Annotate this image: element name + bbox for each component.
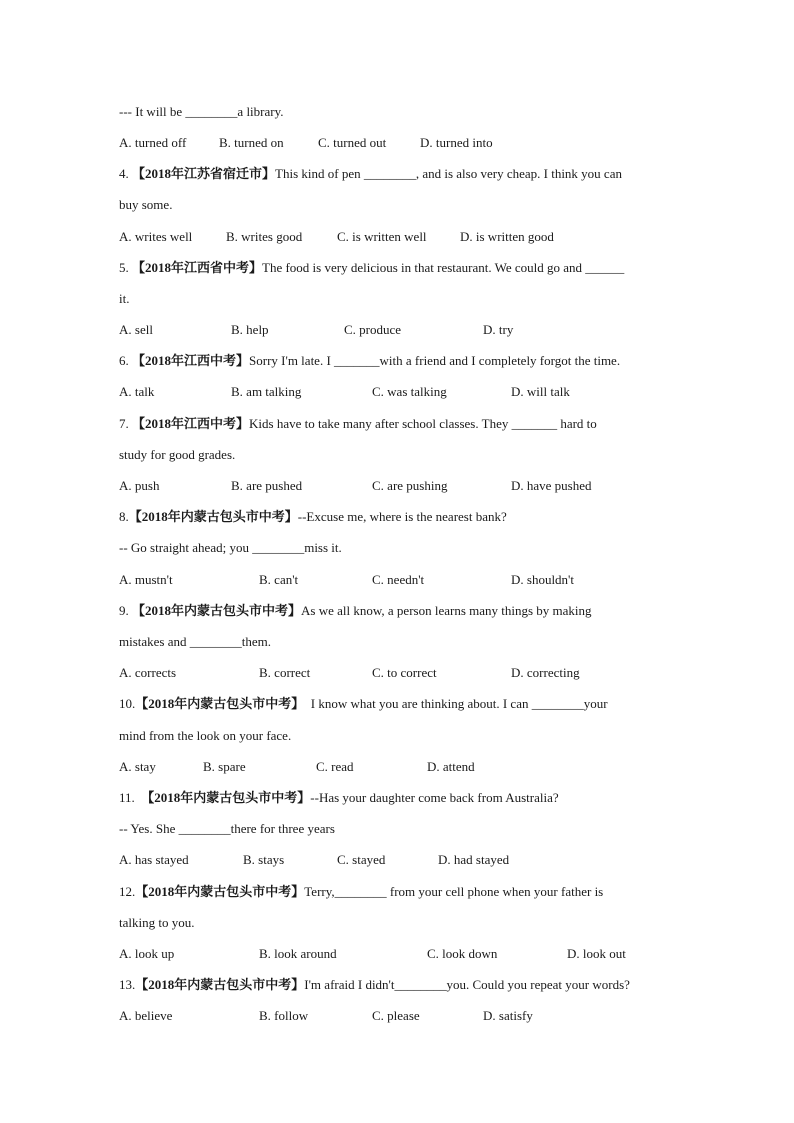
q10-source-tag: 【2018年内蒙古包头市中考】 — [135, 696, 305, 711]
q7-text: Kids have to take many after school classes. They _______ hard to — [249, 416, 597, 431]
q12-source-tag: 【2018年内蒙古包头市中考】 — [135, 884, 305, 899]
q12-stem — [119, 884, 603, 900]
q4-stem — [119, 166, 622, 182]
q6-text: Sorry I'm late. I _______with a friend and I completely forgot the time. — [249, 353, 621, 368]
q7-stem-cont: study for good grades. — [119, 447, 236, 462]
q9-option-d: D. correcting — [511, 665, 580, 680]
q5-option-d: D. try — [483, 322, 514, 337]
q10-number: 10. — [119, 696, 136, 711]
q7-number: 7. — [119, 416, 129, 431]
q12-option-a: A. look up — [119, 946, 175, 961]
q4-source-tag: 【2018年江苏省宿迁市】 — [132, 166, 276, 181]
q5-option-c: C. produce — [344, 322, 402, 337]
q6-number: 6. — [119, 353, 129, 368]
q6-source-tag: 【2018年江西中考】 — [132, 353, 250, 368]
q4-option-c: C. is written well — [337, 229, 427, 244]
q4-option-b: B. writes good — [226, 229, 303, 244]
q8-text: --Excuse me, where is the nearest bank? — [297, 509, 507, 524]
q6-stem — [119, 353, 620, 369]
q7-option-c: C. are pushing — [372, 478, 448, 493]
q10-stem — [119, 696, 608, 712]
q12-text: Terry,________ from your cell phone when your father is — [304, 884, 604, 899]
q13-source-tag: 【2018年内蒙古包头市中考】 — [135, 977, 305, 992]
q11-stem-cont: -- Yes. She ________there for three years — [119, 821, 335, 836]
q10-option-c: C. read — [316, 759, 354, 774]
q5-stem-cont: it. — [119, 291, 130, 306]
q11-stem — [119, 790, 559, 806]
q7-stem — [119, 416, 597, 432]
q12-stem-cont: talking to you. — [119, 915, 195, 930]
q6-option-a: A. talk — [119, 384, 155, 399]
q8-stem — [119, 509, 507, 525]
q9-option-c: C. to correct — [372, 665, 437, 680]
q4-option-d: D. is written good — [460, 229, 554, 244]
q8-option-c: C. needn't — [372, 572, 425, 587]
q5-option-a: A. sell — [119, 322, 153, 337]
q11-text: --Has your daughter come back from Australia? — [310, 790, 559, 805]
q9-number: 9. — [119, 603, 129, 618]
q12-option-d: D. look out — [567, 946, 626, 961]
q3-continuation: --- It will be ________a library. — [119, 104, 284, 119]
q10-option-d: D. attend — [427, 759, 475, 774]
q7-option-a: A. push — [119, 478, 160, 493]
q9-stem — [119, 603, 592, 619]
q9-option-a: A. corrects — [119, 665, 177, 680]
q9-source-tag: 【2018年内蒙古包头市中考】 — [132, 603, 302, 618]
q11-number: 11. — [119, 790, 135, 805]
q8-option-d: D. shouldn't — [511, 572, 575, 587]
q6-option-c: C. was talking — [372, 384, 447, 399]
q11-option-d: D. had stayed — [438, 852, 510, 867]
q11-option-c: C. stayed — [337, 852, 386, 867]
q8-option-a: A. mustn't — [119, 572, 173, 587]
q5-option-b: B. help — [231, 322, 269, 337]
q8-stem-cont: -- Go straight ahead; you ________miss it. — [119, 540, 342, 555]
q10-stem-cont: mind from the look on your face. — [119, 728, 292, 743]
q9-stem-cont: mistakes and ________them. — [119, 634, 272, 649]
q7-source-tag: 【2018年江西中考】 — [132, 416, 250, 431]
q9-text: As we all know, a person learns many things by making — [301, 603, 592, 618]
q8-number: 8. — [119, 509, 129, 524]
q5-stem — [119, 260, 624, 276]
q10-option-a: A. stay — [119, 759, 156, 774]
q13-option-a: A. believe — [119, 1008, 173, 1023]
q8-source-tag: 【2018年内蒙古包头市中考】 — [128, 509, 298, 524]
q4-text: This kind of pen ________, and is also very cheap. I think you can — [275, 166, 622, 181]
q4-option-a: A. writes well — [119, 229, 193, 244]
q7-option-b: B. are pushed — [231, 478, 303, 493]
q6-option-d: D. will talk — [511, 384, 570, 399]
q12-number: 12. — [119, 884, 136, 899]
q6-option-b: B. am talking — [231, 384, 302, 399]
q3-option-c: C. turned out — [318, 135, 387, 150]
q5-source-tag: 【2018年江西省中考】 — [132, 260, 263, 275]
q12-option-c: C. look down — [427, 946, 498, 961]
q4-number: 4. — [119, 166, 129, 181]
q13-option-c: C. please — [372, 1008, 420, 1023]
q13-option-d: D. satisfy — [483, 1008, 533, 1023]
q5-text: The food is very delicious in that restaurant. We could go and ______ — [262, 260, 625, 275]
q9-option-b: B. correct — [259, 665, 311, 680]
q3-option-d: D. turned into — [420, 135, 493, 150]
q3-option-a: A. turned off — [119, 135, 187, 150]
q13-option-b: B. follow — [259, 1008, 309, 1023]
q8-option-b: B. can't — [259, 572, 299, 587]
q10-option-b: B. spare — [203, 759, 246, 774]
q12-option-b: B. look around — [259, 946, 337, 961]
q4-stem-cont: buy some. — [119, 197, 173, 212]
q13-stem — [119, 977, 630, 993]
q13-number: 13. — [119, 977, 136, 992]
q5-number: 5. — [119, 260, 129, 275]
q11-option-b: B. stays — [243, 852, 285, 867]
q11-option-a: A. has stayed — [119, 852, 189, 867]
q3-option-b: B. turned on — [219, 135, 284, 150]
q11-source-tag: 【2018年内蒙古包头市中考】 — [141, 790, 311, 805]
q13-text: I'm afraid I didn't________you. Could you repeat your words? — [304, 977, 630, 992]
q10-text: I know what you are thinking about. I can ________your — [310, 696, 608, 711]
q7-option-d: D. have pushed — [511, 478, 592, 493]
